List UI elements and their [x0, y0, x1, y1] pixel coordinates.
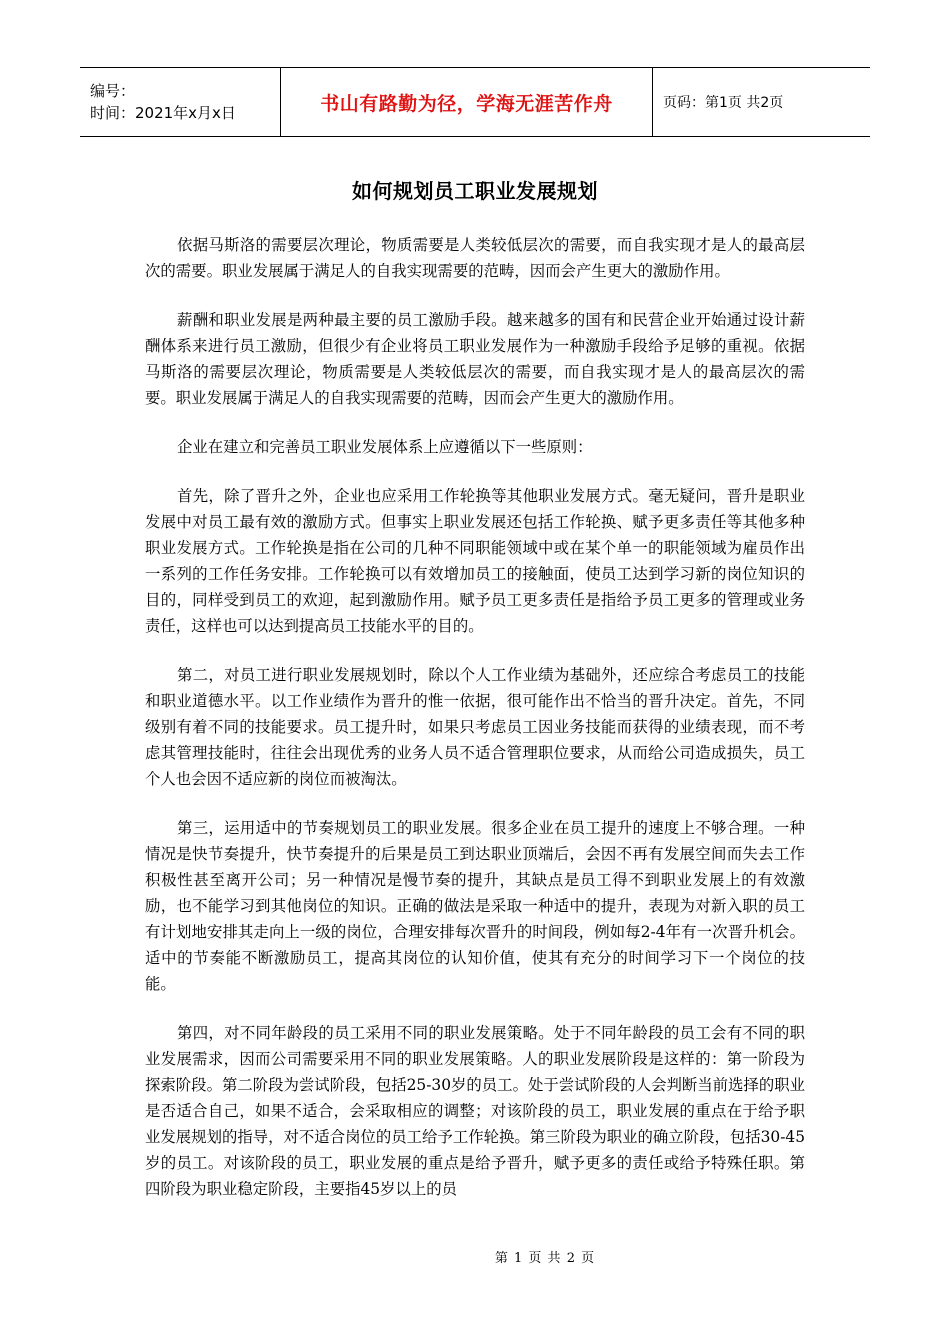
paragraph: 第四，对不同年龄段的员工采用不同的职业发展策略。处于不同年龄段的员工会有不同的职业发展需求，因而公司需要采用不同的职业发展策略。人的职业发展阶段是这样的：第一阶段为探索阶段。第二阶段为尝试阶段，包括25-30岁的员工。处于尝试阶段的人会判断当前选择的职业是否适合自己，如果不适合，会采取相应的调整；对该阶段的员工，职业发展的重点在于给予职业发展规划的指导，对不适合岗位的员工给予工作轮换。第三阶段为职业的确立阶段，包括30-45岁的员工。对该阶段的员工，职业发展的重点是给予晋升，赋予更多的责任或给予特殊任职。第四阶段为职业稳定阶段，主要指45岁以上的员 — [145, 1024, 805, 1198]
paragraph: 第二，对员工进行职业发展规划时，除以个人工作业绩为基础外，还应综合考虑员工的技能和职业道德水平。以工作业绩作为晋升的惟一依据，很可能作出不恰当的晋升决定。首先，不同级别有着不同的技能要求。员工提升时，如果只考虑员工因业务技能而获得的业绩表现，而不考虑其管理技能时，往往会出现优秀的业务人员不适合管理职位要求，从而给公司造成损失，员工个人也会因不适应新的岗位而被淘汰。 — [145, 666, 805, 788]
document-body — [145, 232, 805, 1202]
paragraph: 企业在建立和完善员工职业发展体系上应遵循以下一些原则： — [177, 438, 593, 456]
document-date-label: 时间：2021年x月x日 — [90, 104, 236, 122]
header-page-number: 页码：第1页 共2页 — [663, 95, 784, 111]
header-page-cell — [653, 68, 870, 136]
paragraph: 薪酬和职业发展是两种最主要的员工激励手段。越来越多的国有和民营企业开始通过设计薪酬体系来进行员工激励，但很少有企业将员工职业发展作为一种激励手段给予足够的重视。依据马斯洛的需要层次理论，物质需要是人类较低层次的需要，而自我实现才是人的最高层次的需要。职业发展属于满足人的自我实现需要的范畴，因而会产生更大的激励作用。 — [145, 311, 805, 407]
document-title: 如何规划员工职业发展规划 — [352, 179, 598, 203]
footer-page-number: 第 1 页 共 2 页 — [494, 1251, 596, 1266]
header-meta — [80, 68, 281, 136]
paragraph: 首先，除了晋升之外，企业也应采用工作轮换等其他职业发展方式。毫无疑问，晋升是职业发展中对员工最有效的激励方式。但事实上职业发展还包括工作轮换、赋予更多责任等其他多种职业发展方式。工作轮换是指在公司的几种不同职能领域中或在某个单一的职能领域为雇员作出一系列的工作任务安排。工作轮换可以有效增加员工的接触面，使员工达到学习新的岗位知识的目的，同样受到员工的欢迎，起到激励作用。赋予员工更多责任是指给予员工更多的管理或业务责任，这样也可以达到提高员工技能水平的目的。 — [145, 487, 805, 635]
header-slogan: 书山有路勤为径，学海无涯苦作舟 — [320, 92, 613, 115]
paragraph: 依据马斯洛的需要层次理论，物质需要是人类较低层次的需要，而自我实现才是人的最高层次的需要。职业发展属于满足人的自我实现需要的范畴，因而会产生更大的激励作用。 — [145, 236, 805, 280]
document-number-label: 编号： — [90, 82, 136, 100]
page-footer — [0, 1247, 950, 1266]
paragraph: 第三，运用适中的节奏规划员工的职业发展。很多企业在员工提升的速度上不够合理。一种情况是快节奏提升，快节奏提升的后果是员工到达职业顶端后，会因不再有发展空间而失去工作积极性甚至离开公司；另一种情况是慢节奏的提升，其缺点是员工得不到职业发展上的有效激励，也不能学习到其他岗位的知识。正确的做法是采取一种适中的提升，表现为对新入职的员工有计划地安排其走向上一级的岗位，合理安排每次晋升的时间段，例如每2-4年有一次晋升机会。适中的节奏能不断激励员工，提高其岗位的认知价值，使其有充分的时间学习下一个岗位的技能。 — [145, 819, 805, 993]
header-slogan-cell — [281, 68, 653, 136]
page-header — [80, 67, 870, 137]
